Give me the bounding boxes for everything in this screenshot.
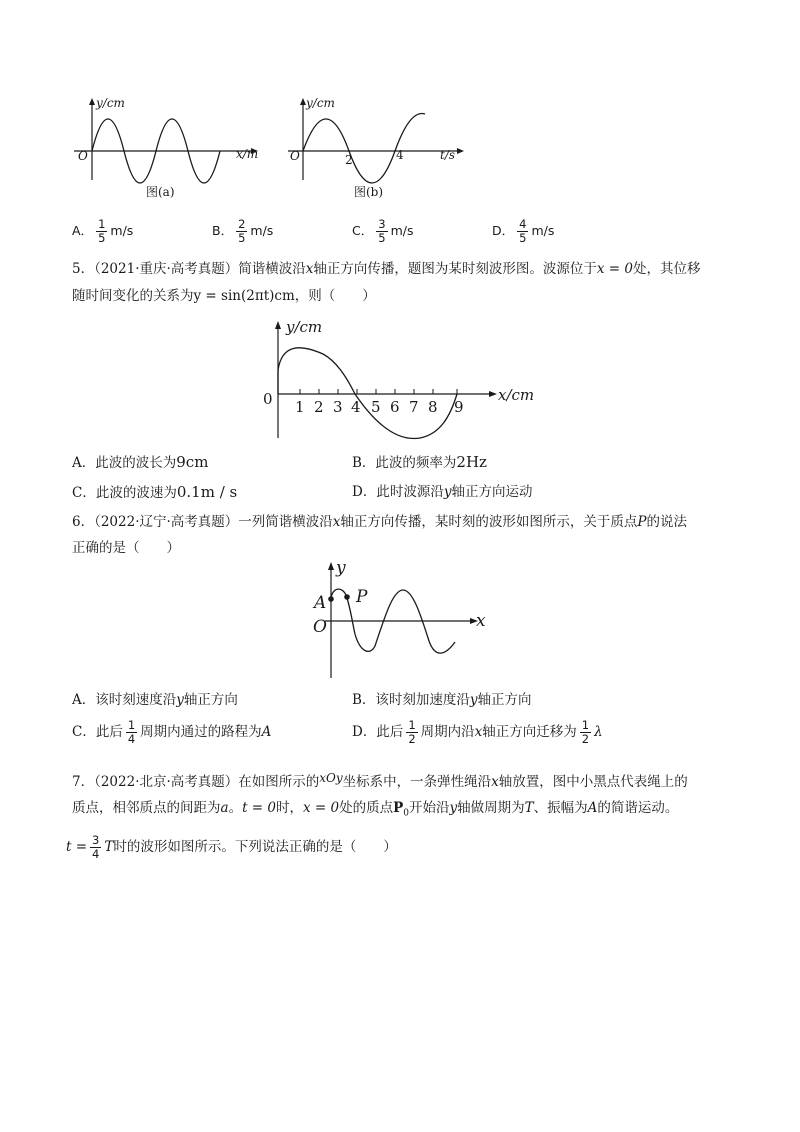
fig-a-xlabel: x/m xyxy=(236,147,259,161)
q5-fig-ylabel: y/cm xyxy=(286,318,323,336)
frac-den: 4 xyxy=(92,847,100,861)
q6-option-b[interactable]: B．该时刻加速度沿y轴正方向 xyxy=(352,692,532,708)
q6-stem-line1: 6．（2022·辽宁·高考真题）一列简谐横波沿x轴正方向传播，某时刻的波形如图所示，关于质点P的说法 xyxy=(72,514,687,530)
option-letter: C． xyxy=(352,223,374,238)
q6-option-c[interactable]: C．此后 $\frac{1}{4}$ 周期内通过的路程为A xyxy=(72,718,272,746)
frac-num: 4 xyxy=(519,217,527,231)
q6-fig-xlabel: x xyxy=(476,611,486,631)
option-letter: B． xyxy=(212,223,234,238)
frac-den: 4 xyxy=(127,732,136,746)
q6-stem-line2: 正确的是（ ） xyxy=(72,540,180,556)
q5-fig-xlabel: x/cm xyxy=(498,386,535,404)
frac-den: 2 xyxy=(408,732,416,746)
q5-option-b[interactable]: B．此波的频率为2Hz xyxy=(352,453,487,471)
t-axis-arrow xyxy=(457,148,464,154)
unit: m/s xyxy=(531,223,555,238)
point-a-dot xyxy=(328,596,334,602)
unit: m/s xyxy=(390,223,414,238)
frac-den: 5 xyxy=(519,231,527,245)
frac-num: 3 xyxy=(92,833,100,847)
tick-label-3: 3 xyxy=(333,398,343,416)
unit: m/s xyxy=(110,223,134,238)
tick-label-9: 9 xyxy=(454,398,464,416)
tick-label-7: 7 xyxy=(409,398,419,416)
fig-a-ylabel: y/cm xyxy=(96,96,125,110)
tick-label-4: 4 xyxy=(351,398,361,416)
q5-option-c[interactable]: C．此波的波速为0.1m / s xyxy=(72,483,238,501)
fig-b-ylabel: y/cm xyxy=(306,96,335,110)
tick-marks xyxy=(300,389,457,394)
q6-fig-origin: O xyxy=(313,617,327,637)
q6-fig-ylabel: y xyxy=(336,558,346,578)
frac-den: 5 xyxy=(238,231,246,245)
tick-label-2: 2 xyxy=(314,398,324,416)
option-letter: D． xyxy=(492,223,515,238)
q4-option-b[interactable] xyxy=(212,218,273,245)
figure-b xyxy=(282,92,472,202)
figure-a xyxy=(68,92,268,202)
y-axis-arrow xyxy=(328,562,334,570)
q5-option-a[interactable]: A．此波的波长为9cm xyxy=(72,453,209,471)
wave-curve-b xyxy=(303,113,425,183)
frac-num: 1 xyxy=(408,718,416,732)
q5-option-d[interactable]: D．此时波源沿y轴正方向运动 xyxy=(352,484,533,500)
q6-fig-label-a: A xyxy=(314,593,327,613)
frac-num: 1 xyxy=(127,718,136,732)
y-axis-arrow xyxy=(275,321,281,329)
tick-label-6: 6 xyxy=(390,398,400,416)
frac-den: 5 xyxy=(98,231,106,245)
frac-num: 3 xyxy=(378,217,386,231)
q6-wave-figure xyxy=(305,556,505,684)
fig-b-origin: O xyxy=(290,149,300,163)
q5-stem-line2: 随时间变化的关系为y = sin(2πt)cm，则（ ） xyxy=(72,288,376,304)
frac-den: 5 xyxy=(378,231,386,245)
fig-b-tick-2: 2 xyxy=(345,153,353,167)
q5-fig-origin: 0 xyxy=(263,390,273,408)
frac-num: 2 xyxy=(238,217,246,231)
q7-stem-line3: t = $\frac{3}{4}$ T时的波形如图所示。下列说法正确的是（ ） xyxy=(66,833,397,861)
frac-num: 1 xyxy=(581,718,590,732)
q5-stem-line1: 5．（2021·重庆·高考真题）简谐横波沿x轴正方向传播，题图为某时刻波形图。波源位于x = 0处，其位移 xyxy=(72,261,701,277)
tick-label-1: 1 xyxy=(295,398,305,416)
tick-label-8: 8 xyxy=(428,398,438,416)
q4-option-c[interactable] xyxy=(352,218,413,245)
q5-wave-figure xyxy=(258,314,548,444)
q4-option-a[interactable] xyxy=(72,218,133,245)
q7-stem-line2: 质点，相邻质点的间距为a。t = 0时，x = 0处的质点$P_0$开始沿y轴做周期为T、振幅为A的简谐运动。 xyxy=(72,800,679,819)
wave-curve xyxy=(278,348,457,439)
tick-label-5: 5 xyxy=(371,398,381,416)
fig-b-caption: 图(b) xyxy=(354,185,384,199)
fig-a-caption: 图(a) xyxy=(146,185,175,199)
q6-fig-label-p: P xyxy=(356,587,368,607)
fig-a-origin: O xyxy=(78,149,88,163)
option-letter: A． xyxy=(72,223,94,238)
point-p-dot xyxy=(344,594,350,600)
fig-b-tick-4: 4 xyxy=(396,148,404,162)
y-axis-arrow xyxy=(89,98,95,105)
q7-stem-line1: 7．（2022·北京·高考真题）在如图所示的xOy坐标系中，一条弹性绳沿x轴放置，图中小黑点代表绳上的 xyxy=(72,771,688,790)
q4-option-d[interactable] xyxy=(492,218,554,245)
q6-option-a[interactable]: A．该时刻速度沿y轴正方向 xyxy=(72,692,238,708)
frac-den: 2 xyxy=(581,732,590,746)
q6-option-d[interactable]: D．此后 $\frac{1}{2}$ 周期内沿x轴正方向迁移为 $\frac{1}{2}$ λ xyxy=(352,718,603,746)
frac-num: 1 xyxy=(98,217,106,231)
x-axis-arrow xyxy=(489,391,497,397)
fig-b-xlabel: t/s xyxy=(440,148,456,162)
unit: m/s xyxy=(250,223,274,238)
